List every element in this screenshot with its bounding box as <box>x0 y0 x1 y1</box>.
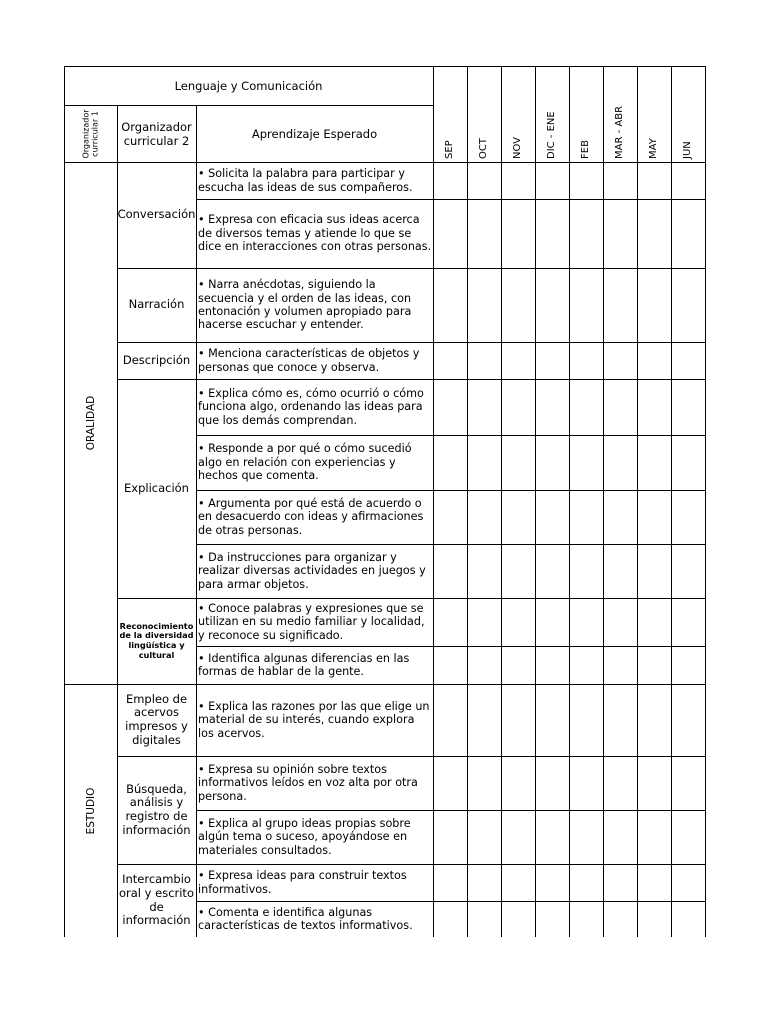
month-check-cell[interactable] <box>433 810 467 864</box>
month-check-cell[interactable] <box>603 901 637 937</box>
month-check-cell[interactable] <box>501 435 535 490</box>
month-check-cell[interactable] <box>637 268 671 342</box>
month-header: OCT <box>478 138 489 159</box>
month-header: SEP <box>444 140 455 159</box>
org2-cell: Búsqueda, análisis y registro de información <box>122 781 191 837</box>
month-check-cell[interactable] <box>569 544 603 598</box>
month-check-cell[interactable] <box>569 268 603 342</box>
org2-header: Organizador curricular 2 <box>121 119 192 148</box>
aprendizaje-cell: • Explica las razones por las que elige un material de su interés, cuando explora los acervos. <box>198 699 430 740</box>
month-check-cell[interactable] <box>569 864 603 901</box>
month-header: DIC - ENE <box>546 111 557 159</box>
month-check-cell[interactable] <box>433 598 467 646</box>
aprendizaje-cell: • Da instrucciones para organizar y realizar diversas actividades en juegos y para armar objetos. <box>198 550 426 591</box>
org1-header-line1: Organizador <box>81 109 91 159</box>
month-check-cell[interactable] <box>637 435 671 490</box>
month-check-cell[interactable] <box>569 756 603 810</box>
month-check-cell[interactable] <box>433 864 467 901</box>
month-check-cell[interactable] <box>637 646 671 684</box>
month-check-cell[interactable] <box>501 646 535 684</box>
aprendizaje-cell: • Conoce palabras y expresiones que se utilizan en su medio familiar y localidad, y reconoce su significado. <box>198 601 425 642</box>
month-check-cell[interactable] <box>501 901 535 937</box>
month-check-cell[interactable] <box>467 342 501 379</box>
month-check-cell[interactable] <box>467 810 501 864</box>
org2-cell: Explicación <box>124 480 189 495</box>
month-check-cell[interactable] <box>433 342 467 379</box>
month-check-cell[interactable] <box>467 598 501 646</box>
aprendizaje-cell: • Narra anécdotas, siguiendo la secuencia y el orden de las ideas, con entonación y volumen apropiado para hacerse escuchar y entender. <box>198 278 412 332</box>
month-check-cell[interactable] <box>671 435 705 490</box>
month-check-cell[interactable] <box>501 544 535 598</box>
aprendizaje-cell: • Menciona características de objetos y personas que conoce y observa. <box>198 347 420 374</box>
month-header: MAY <box>648 138 659 159</box>
month-check-cell[interactable] <box>433 646 467 684</box>
month-check-cell[interactable] <box>603 810 637 864</box>
section-label-estudio: ESTUDIO <box>84 787 97 834</box>
month-check-cell[interactable] <box>467 199 501 268</box>
month-check-cell[interactable] <box>637 684 671 756</box>
month-check-cell[interactable] <box>637 544 671 598</box>
month-check-cell[interactable] <box>671 901 705 937</box>
aprendizaje-cell: • Argumenta por qué está de acuerdo o en desacuerdo con ideas y afirmaciones de otras personas. <box>198 496 424 537</box>
month-check-cell[interactable] <box>467 544 501 598</box>
org2-cell: Empleo de acervos impresos y digitales <box>125 691 188 747</box>
aprendizaje-cell: • Explica cómo es, cómo ocurrió o cómo funciona algo, ordenando las ideas para que los demás comprendan. <box>198 386 424 427</box>
month-check-cell[interactable] <box>467 684 501 756</box>
month-check-cell[interactable] <box>637 810 671 864</box>
month-check-cell[interactable] <box>467 268 501 342</box>
month-check-cell[interactable] <box>603 199 637 268</box>
month-check-cell[interactable] <box>603 379 637 435</box>
org1-header <box>83 109 100 158</box>
aprendizaje-cell: • Expresa ideas para construir textos informativos. <box>198 869 407 896</box>
org2-cell: Conversación <box>117 207 196 222</box>
month-check-cell[interactable] <box>603 598 637 646</box>
month-check-cell[interactable] <box>433 901 467 937</box>
month-check-cell[interactable] <box>501 379 535 435</box>
month-check-cell[interactable] <box>535 490 569 544</box>
month-check-cell[interactable] <box>637 598 671 646</box>
month-check-cell[interactable] <box>637 199 671 268</box>
month-check-cell[interactable] <box>603 864 637 901</box>
org1-header-line2: curricular 1 <box>90 111 99 157</box>
month-check-cell[interactable] <box>467 490 501 544</box>
month-check-cell[interactable] <box>433 435 467 490</box>
month-check-cell[interactable] <box>535 199 569 268</box>
month-check-cell[interactable] <box>569 379 603 435</box>
month-check-cell[interactable] <box>535 646 569 684</box>
aprendizaje-cell: • Identifica algunas diferencias en las formas de hablar de la gente. <box>198 651 410 678</box>
month-check-cell[interactable] <box>671 544 705 598</box>
month-check-cell[interactable] <box>569 490 603 544</box>
month-check-cell[interactable] <box>467 379 501 435</box>
aprendizaje-cell: • Solicita la palabra para participar y escucha las ideas de sus compañeros. <box>198 167 413 194</box>
month-check-cell[interactable] <box>535 162 569 199</box>
month-check-cell[interactable] <box>467 162 501 199</box>
aprendizaje-cell: • Expresa su opinión sobre textos informativos leídos en voz alta por otra persona. <box>198 762 418 803</box>
month-check-cell[interactable] <box>501 684 535 756</box>
month-check-cell[interactable] <box>433 490 467 544</box>
month-check-cell[interactable] <box>501 199 535 268</box>
org2-cell: Intercambio oral y escrito de información <box>119 872 194 928</box>
month-check-cell[interactable] <box>671 756 705 810</box>
month-check-cell[interactable] <box>603 435 637 490</box>
month-check-cell[interactable] <box>467 901 501 937</box>
aprendizaje-cell: • Responde a por qué o cómo sucedió algo en relación con experiencias y hechos que comenta. <box>198 442 412 483</box>
month-check-cell[interactable] <box>433 544 467 598</box>
aprendizaje-cell: • Comenta e identifica algunas características de textos informativos. <box>198 905 413 932</box>
month-check-cell[interactable] <box>671 598 705 646</box>
month-check-cell[interactable] <box>603 684 637 756</box>
month-check-cell[interactable] <box>671 864 705 901</box>
month-check-cell[interactable] <box>671 379 705 435</box>
month-check-cell[interactable] <box>671 199 705 268</box>
month-check-cell[interactable] <box>433 756 467 810</box>
month-check-cell[interactable] <box>535 342 569 379</box>
month-check-cell[interactable] <box>671 342 705 379</box>
month-check-cell[interactable] <box>535 598 569 646</box>
month-check-cell[interactable] <box>467 435 501 490</box>
month-check-cell[interactable] <box>569 598 603 646</box>
month-check-cell[interactable] <box>603 268 637 342</box>
month-check-cell[interactable] <box>637 490 671 544</box>
month-check-cell[interactable] <box>569 162 603 199</box>
month-check-cell[interactable] <box>637 901 671 937</box>
month-header: MAR - ABR <box>614 105 625 159</box>
month-header: JUN <box>682 141 693 159</box>
table-title: Lenguaje y Comunicación <box>174 78 323 93</box>
section-label-oralidad: ORALIDAD <box>84 395 97 451</box>
month-check-cell[interactable] <box>535 756 569 810</box>
org2-cell: Narración <box>128 297 185 312</box>
month-check-cell[interactable] <box>603 342 637 379</box>
month-check-cell[interactable] <box>433 379 467 435</box>
month-check-cell[interactable] <box>535 901 569 937</box>
month-check-cell[interactable] <box>603 162 637 199</box>
month-check-cell[interactable] <box>569 646 603 684</box>
month-check-cell[interactable] <box>637 162 671 199</box>
month-header: FEB <box>580 140 591 159</box>
month-check-cell[interactable] <box>637 379 671 435</box>
month-check-cell[interactable] <box>501 342 535 379</box>
month-check-cell[interactable] <box>603 646 637 684</box>
month-check-cell[interactable] <box>501 864 535 901</box>
month-check-cell[interactable] <box>637 342 671 379</box>
month-check-cell[interactable] <box>569 435 603 490</box>
month-check-cell[interactable] <box>637 864 671 901</box>
month-check-cell[interactable] <box>501 598 535 646</box>
month-check-cell[interactable] <box>671 162 705 199</box>
month-check-cell[interactable] <box>501 268 535 342</box>
month-check-cell[interactable] <box>603 756 637 810</box>
month-check-cell[interactable] <box>671 268 705 342</box>
month-check-cell[interactable] <box>501 490 535 544</box>
month-check-cell[interactable] <box>637 756 671 810</box>
month-check-cell[interactable] <box>671 490 705 544</box>
month-check-cell[interactable] <box>569 684 603 756</box>
month-check-cell[interactable] <box>671 684 705 756</box>
month-check-cell[interactable] <box>467 864 501 901</box>
month-check-cell[interactable] <box>603 544 637 598</box>
month-check-cell[interactable] <box>467 756 501 810</box>
month-check-cell[interactable] <box>535 810 569 864</box>
aprendizaje-header: Aprendizaje Esperado <box>251 126 378 141</box>
month-check-cell[interactable] <box>535 268 569 342</box>
month-check-cell[interactable] <box>569 342 603 379</box>
month-check-cell[interactable] <box>433 199 467 268</box>
aprendizaje-cell: • Explica al grupo ideas propias sobre algún tema o suceso, apoyándose en materiales consultados. <box>198 816 411 857</box>
aprendizaje-cell: • Expresa con eficacia sus ideas acerca de diversos temas y atiende lo que se dice en interacciones con otras personas. <box>198 213 432 254</box>
month-check-cell[interactable] <box>535 544 569 598</box>
month-check-cell[interactable] <box>569 199 603 268</box>
month-check-cell[interactable] <box>603 490 637 544</box>
month-check-cell[interactable] <box>433 684 467 756</box>
org2-cell: Reconocimiento de la diversidad lingüística y cultural <box>119 620 194 660</box>
org2-cell: Descripción <box>122 352 191 367</box>
month-check-cell[interactable] <box>501 810 535 864</box>
month-check-cell[interactable] <box>535 684 569 756</box>
month-check-cell[interactable] <box>501 162 535 199</box>
month-check-cell[interactable] <box>433 268 467 342</box>
month-check-cell[interactable] <box>569 810 603 864</box>
month-check-cell[interactable] <box>433 162 467 199</box>
month-check-cell[interactable] <box>671 646 705 684</box>
month-check-cell[interactable] <box>501 756 535 810</box>
month-check-cell[interactable] <box>535 379 569 435</box>
month-check-cell[interactable] <box>569 901 603 937</box>
month-header: NOV <box>512 136 523 159</box>
month-check-cell[interactable] <box>535 435 569 490</box>
month-check-cell[interactable] <box>671 810 705 864</box>
month-check-cell[interactable] <box>467 646 501 684</box>
month-check-cell[interactable] <box>535 864 569 901</box>
